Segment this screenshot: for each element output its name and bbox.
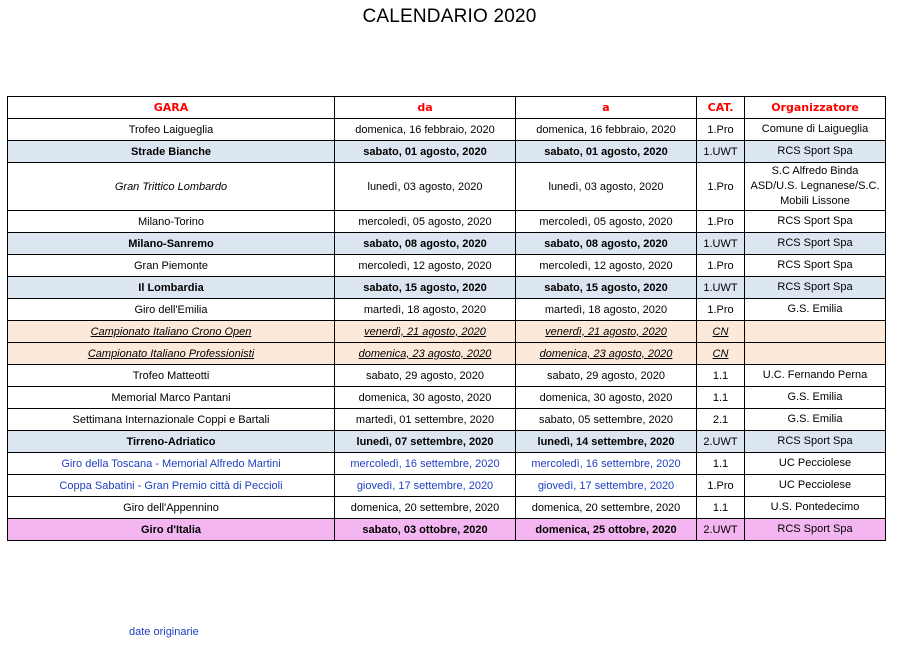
cell-cat: 1.1	[697, 387, 745, 409]
cell-da: domenica, 20 settembre, 2020	[335, 497, 516, 519]
table-row	[8, 233, 886, 255]
cell-gara: Campionato Italiano Professionisti	[8, 343, 335, 365]
cell-da: domenica, 23 agosto, 2020	[335, 343, 516, 365]
cell-cat: 2.UWT	[697, 519, 745, 541]
cell-a: martedì, 18 agosto, 2020	[516, 299, 697, 321]
cell-org: RCS Sport Spa	[745, 211, 886, 233]
cell-a: giovedì, 17 settembre, 2020	[516, 475, 697, 497]
cell-da: mercoledì, 16 settembre, 2020	[335, 453, 516, 475]
cell-da: martedì, 01 settembre, 2020	[335, 409, 516, 431]
cell-org: UC Pecciolese	[745, 475, 886, 497]
cell-cat: 1.UWT	[697, 233, 745, 255]
header-cat: CAT.	[697, 97, 745, 119]
cell-a: sabato, 29 agosto, 2020	[516, 365, 697, 387]
table-row	[8, 277, 886, 299]
cell-cat: 2.1	[697, 409, 745, 431]
cell-org	[745, 343, 886, 365]
cell-gara: Giro dell'Emilia	[8, 299, 335, 321]
header-org: Organizzatore	[745, 97, 886, 119]
cell-a: domenica, 30 agosto, 2020	[516, 387, 697, 409]
cell-a: lunedì, 14 settembre, 2020	[516, 431, 697, 453]
cell-org: Comune di Laigueglia	[745, 119, 886, 141]
cell-org: G.S. Emilia	[745, 409, 886, 431]
cell-gara: Il Lombardia	[8, 277, 335, 299]
cell-da: sabato, 01 agosto, 2020	[335, 141, 516, 163]
cell-a: domenica, 20 settembre, 2020	[516, 497, 697, 519]
cell-gara: Gran Trittico Lombardo	[8, 163, 335, 211]
cell-a: sabato, 05 settembre, 2020	[516, 409, 697, 431]
cell-gara: Tirreno-Adriatico	[8, 431, 335, 453]
table-row	[8, 453, 886, 475]
table-row	[8, 119, 886, 141]
cell-a: mercoledì, 16 settembre, 2020	[516, 453, 697, 475]
cell-cat: 1.1	[697, 497, 745, 519]
cell-org: RCS Sport Spa	[745, 519, 886, 541]
table-row	[8, 343, 886, 365]
cell-da: domenica, 16 febbraio, 2020	[335, 119, 516, 141]
cell-a: sabato, 15 agosto, 2020	[516, 277, 697, 299]
cell-gara: Campionato Italiano Crono Open	[8, 321, 335, 343]
cell-gara: Coppa Sabatini - Gran Premio città di Peccioli	[8, 475, 335, 497]
table-row	[8, 299, 886, 321]
table-row	[8, 431, 886, 453]
cell-org: G.S. Emilia	[745, 299, 886, 321]
calendar-table	[7, 96, 886, 541]
cell-cat: 1.Pro	[697, 255, 745, 277]
cell-org: U.C. Fernando Perna	[745, 365, 886, 387]
cell-cat: 1.1	[697, 365, 745, 387]
table-row	[8, 409, 886, 431]
cell-cat: 1.Pro	[697, 163, 745, 211]
cell-da: giovedì, 17 settembre, 2020	[335, 475, 516, 497]
cell-da: domenica, 30 agosto, 2020	[335, 387, 516, 409]
cell-org: S.C Alfredo Binda ASD/U.S. Legnanese/S.C. Mobili Lissone	[745, 163, 886, 211]
cell-a: venerdì, 21 agosto, 2020	[516, 321, 697, 343]
cell-a: mercoledì, 05 agosto, 2020	[516, 211, 697, 233]
cell-cat: 1.UWT	[697, 277, 745, 299]
table-row	[8, 497, 886, 519]
cell-da: lunedì, 03 agosto, 2020	[335, 163, 516, 211]
table-row	[8, 255, 886, 277]
cell-org: RCS Sport Spa	[745, 141, 886, 163]
table-row	[8, 211, 886, 233]
cell-da: sabato, 29 agosto, 2020	[335, 365, 516, 387]
cell-a: domenica, 25 ottobre, 2020	[516, 519, 697, 541]
cell-org: G.S. Emilia	[745, 387, 886, 409]
cell-a: domenica, 23 agosto, 2020	[516, 343, 697, 365]
cell-gara: Trofeo Matteotti	[8, 365, 335, 387]
page-title: CALENDARIO 2020	[362, 6, 537, 27]
cell-org: UC Pecciolese	[745, 453, 886, 475]
cell-gara: Gran Piemonte	[8, 255, 335, 277]
cell-cat: CN	[697, 321, 745, 343]
cell-da: martedì, 18 agosto, 2020	[335, 299, 516, 321]
cell-a: sabato, 01 agosto, 2020	[516, 141, 697, 163]
cell-da: lunedì, 07 settembre, 2020	[335, 431, 516, 453]
cell-a: domenica, 16 febbraio, 2020	[516, 119, 697, 141]
cell-da: venerdì, 21 agosto, 2020	[335, 321, 516, 343]
table-row	[8, 519, 886, 541]
cell-da: sabato, 08 agosto, 2020	[335, 233, 516, 255]
cell-da: mercoledì, 12 agosto, 2020	[335, 255, 516, 277]
table-row	[8, 365, 886, 387]
header-a: a	[516, 97, 697, 119]
cell-gara: Settimana Internazionale Coppi e Bartali	[8, 409, 335, 431]
cell-da: sabato, 15 agosto, 2020	[335, 277, 516, 299]
cell-org: RCS Sport Spa	[745, 277, 886, 299]
cell-org: U.S. Pontedecimo	[745, 497, 886, 519]
cell-cat: 1.Pro	[697, 211, 745, 233]
cell-org: RCS Sport Spa	[745, 255, 886, 277]
cell-gara: Memorial Marco Pantani	[8, 387, 335, 409]
cell-cat: 1.Pro	[697, 299, 745, 321]
cell-a: sabato, 08 agosto, 2020	[516, 233, 697, 255]
cell-da: mercoledì, 05 agosto, 2020	[335, 211, 516, 233]
cell-gara: Milano-Sanremo	[8, 233, 335, 255]
header-gara: GARA	[8, 97, 335, 119]
cell-org: RCS Sport Spa	[745, 431, 886, 453]
cell-a: mercoledì, 12 agosto, 2020	[516, 255, 697, 277]
cell-gara: Strade Bianche	[8, 141, 335, 163]
table-row	[8, 475, 886, 497]
cell-cat: CN	[697, 343, 745, 365]
cell-cat: 1.Pro	[697, 475, 745, 497]
cell-cat: 1.UWT	[697, 141, 745, 163]
cell-gara: Milano-Torino	[8, 211, 335, 233]
cell-da: sabato, 03 ottobre, 2020	[335, 519, 516, 541]
cell-gara: Giro d'Italia	[8, 519, 335, 541]
cell-org: RCS Sport Spa	[745, 233, 886, 255]
table-row	[8, 387, 886, 409]
table-row	[8, 321, 886, 343]
cell-cat: 1.Pro	[697, 119, 745, 141]
cell-cat: 2.UWT	[697, 431, 745, 453]
cell-a: lunedì, 03 agosto, 2020	[516, 163, 697, 211]
table-header-row	[8, 97, 886, 119]
table-row	[8, 163, 886, 211]
cell-gara: Giro dell'Appennino	[8, 497, 335, 519]
header-da: da	[335, 97, 516, 119]
cell-gara: Trofeo Laigueglia	[8, 119, 335, 141]
table-row	[8, 141, 886, 163]
cell-gara: Giro della Toscana - Memorial Alfredo Martini	[8, 453, 335, 475]
cell-cat: 1.1	[697, 453, 745, 475]
cell-org	[745, 321, 886, 343]
footnote-date-originarie: date originarie	[129, 626, 199, 638]
